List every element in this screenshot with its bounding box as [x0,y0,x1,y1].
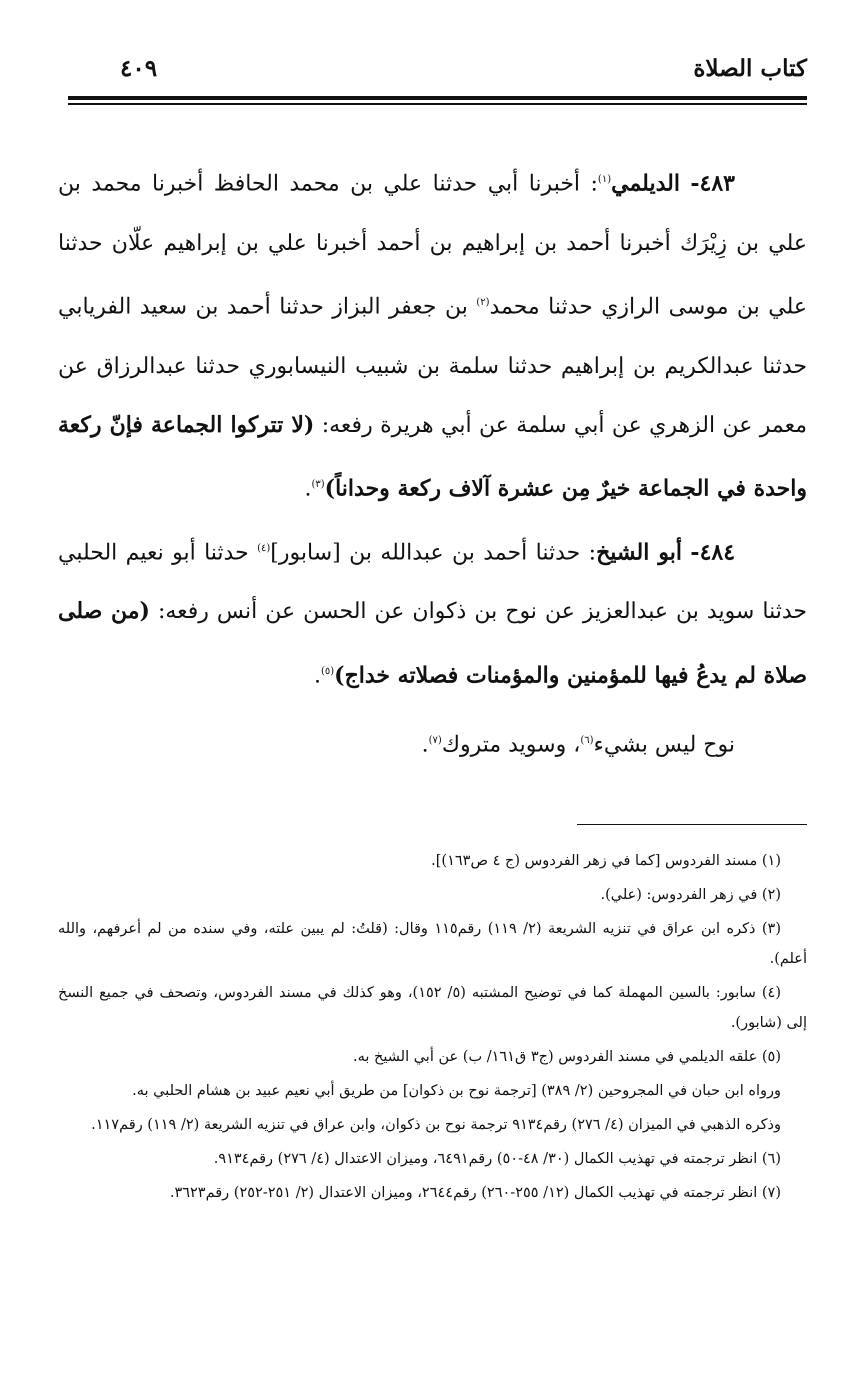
footnote: (٣) ذكره ابن عراق في تنزيه الشريعة (٢/ ١١٩) رقم١١٥ وقال: (قلتُ: لم يبين علته، وفي سنده من لم أعرفهم، والله أعلم). [58,921,807,967]
header-rule-thick [68,96,807,100]
footnote-ref: (٦) [580,735,594,747]
entry-text: بن جعفر البزاز حدثنا أحمد بن سعيد الفريابي حدثنا عبدالكريم بن إبراهيم حدثنا سلمة بن شبيب النيسابوري حدثنا عبدالرزاق عن معمر عن الزهري عن أبي سلمة عن أبي هريرة رفعه: [58,294,807,438]
entry-source: الديلمي [611,170,680,197]
footnote: ورواه ابن حبان في المجروحين (٢/ ٣٨٩) [ترجمة نوح بن ذكوان] من طريق أبي نعيم عبيد بن هشام الحلبي به. [132,1083,781,1099]
footnote: (٢) في زهر الفردوس: (علي). [600,887,781,903]
page-number: ٤٠٩ [120,55,158,82]
footnote-ref: (٤) [257,542,271,554]
footnotes [58,846,807,1212]
footnote-ref: (٧) [428,735,442,747]
entry-source: أبو الشيخ [596,539,683,566]
chapter-title: كتاب الصلاة [693,55,807,82]
footnote-ref: (٢) [476,296,490,308]
header-rule-thin [68,103,807,105]
hadith-text: (من صلى صلاة لم يدعُ فيها للمؤمنين والمؤمنات فصلاته خداج) [58,598,807,689]
remark-line [58,711,807,775]
footnote: (٧) انظر ترجمته في تهذيب الكمال (١٢/ ٢٥٥-٢٦٠) رقم٢٦٤٤، وميزان الاعتدال (٢/ ٢٥١-٢٥٢) رقم٣٦٢٣. [169,1185,781,1201]
entry-484 [58,519,807,706]
entry-483 [58,150,807,519]
footnote: (٦) انظر ترجمته في تهذيب الكمال (٣٠/ ٤٨-٥٠) رقم٦٤٩١، وميزان الاعتدال (٤/ ٢٧٦) رقم٩١٣٤. [213,1151,781,1167]
footnote: (١) مسند الفردوس [كما في زهر الفردوس (ج ٤ ص١٦٣)]. [431,853,781,869]
main-text [58,150,807,775]
entry-end: . [313,663,321,689]
entry-end: . [304,476,312,502]
remark-end: . [421,732,429,758]
remark-text: ، وسويد متروك [441,732,581,758]
page-header [95,55,807,95]
footnote-ref: (٥) [320,665,335,677]
footnote: وذكره الذهبي في الميزان (٤/ ٢٧٦) رقم٩١٣٤ ترجمة نوح بن ذكوان، وابن عراق في تنزيه الشريعة (٢/ ١١٩) رقم١١٧. [91,1117,781,1133]
footnote-ref: (١) [597,174,612,185]
footnote: (٥) علقه الديلمي في مسند الفردوس (ج٣ ق١٦١/ ب) عن أبي الشيخ به. [352,1049,781,1065]
entry-text: حدثنا أبو نعيم الحلبي حدثنا سويد بن عبدالعزيز عن نوح بن ذكوان عن الحسن عن أنس رفعه: [58,540,807,625]
footnote-ref: (٣) [311,479,325,491]
hadith-text: (لا تتركوا الجماعة فإنّ ركعة واحدة في الجماعة خيرٌ مِن عشرة آلاف ركعة وحداناً) [58,411,807,502]
entry-number: ٤٨٣- [690,170,735,197]
footnote: (٤) سابور: بالسين المهملة كما في توضيح المشتبه (٥/ ١٥٢)، وهو كذلك في مسند الفردوس، وتصحف في جميع النسخ إلى (شابور). [58,985,807,1031]
entry-text: : أخبرنا أبي حدثنا علي بن محمد الحافظ أخبرنا محمد بن علي بن زِيْرَك أخبرنا أحمد بن إبراهيم بن أحمد أخبرنا علي بن إبراهيم علّان حدثنا علي بن موسى الرازي حدثنا محمد [58,171,807,320]
remark-text: نوح ليس بشيء [593,732,735,758]
entry-text: : حدثنا أحمد بن عبدالله بن [سابور] [270,540,597,566]
entry-number: ٤٨٤- [690,539,736,566]
footnote-separator [577,824,807,825]
